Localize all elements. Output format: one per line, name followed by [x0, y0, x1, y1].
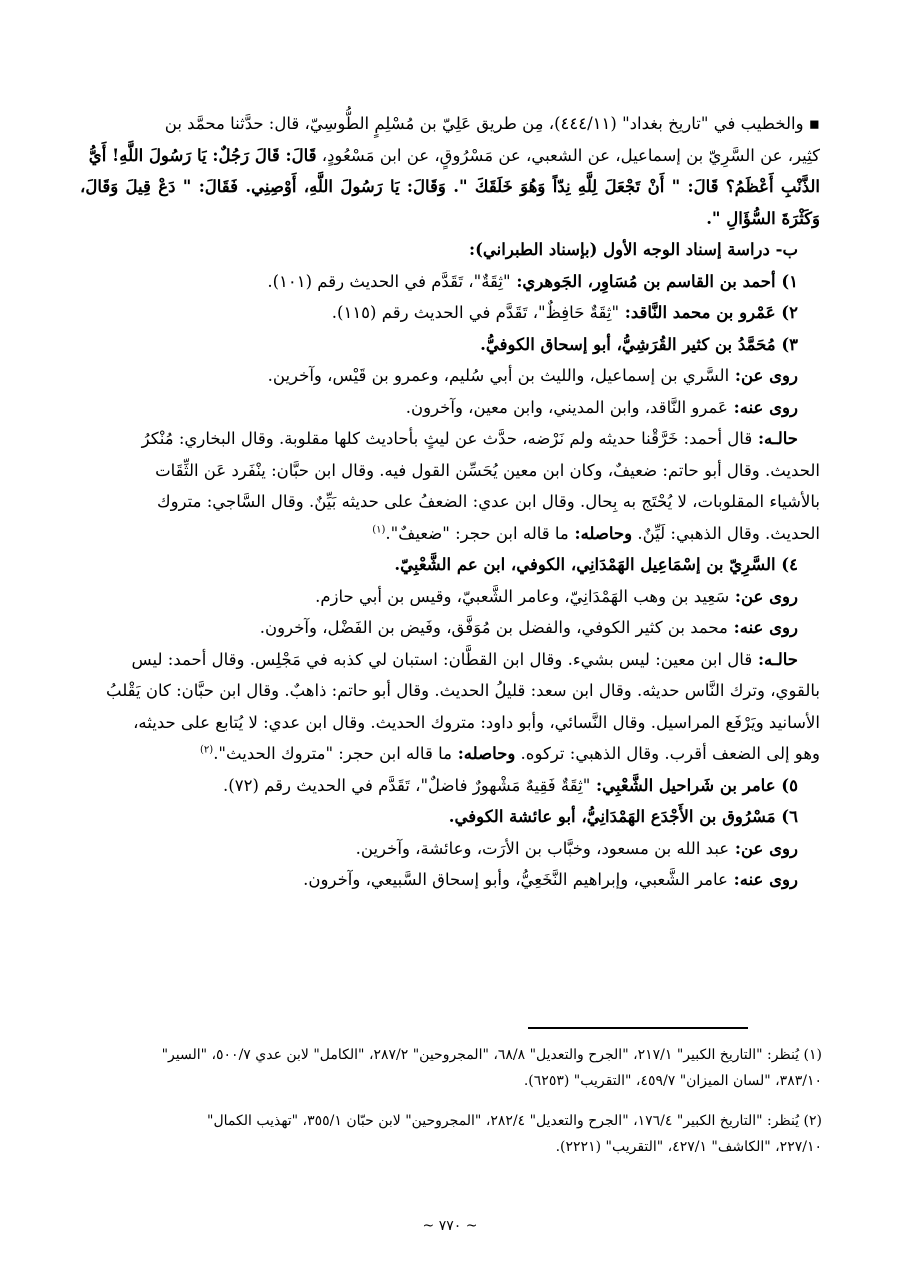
- narrator-6-narrated-by: روى عنه: عامر الشَّعبي، وإبراهيم النَّخَعِيُّ، وأبو إسحاق السَّبيعي، وآخرون.: [303, 870, 798, 889]
- narrator-4-status-3: الأسانيد ويَرْفَع المراسيل. وقال النَّسائي، وأبو داود: متروك الحديث. وقال ابن عدي: لا يُتابع على حديثه،: [133, 712, 820, 732]
- narrator-1: ١) أحمد بن القاسم بن مُسَاوِر، الجَوهري: "ثِقَةٌ"، تَقَدَّم في الحديث رقم (١٠١).: [267, 271, 798, 291]
- narrator-4-status-2: بالقوي، وترك النَّاس حديثه. وقال ابن سعد: قليلُ الحديث. وقال أبو حاتم: ذاهبٌ. وقال ابن حبَّان: كان يَقْلبُ: [106, 681, 820, 700]
- narrator-3-heading: ٣) مُحَمَّدُ بن كثير القُرَشِيُّ، أبو إسحاق الكوفيُّ.: [480, 334, 798, 354]
- narrator-2: ٢) عَمْرو بن محمد النَّاقد: "ثِقَةٌ حَافِظٌ"، تَقَدَّم في الحديث رقم (١١٥).: [331, 303, 798, 322]
- narrator-3-status-3: بالأشياء المقلوبات، لا يُحْتَج به بِحال. وقال ابن عدي: الضعفُ على حديثه بَيِّنٌ. وقال السَّاجي: متروك: [157, 492, 820, 511]
- intro-line-1: ▪ والخطيب في "تاريخ بغداد" (٤٤٤/١١)، مِن طريق عَلِيّ بن مُسْلِمٍ الطُّوسِيّ، قال: حدَّثنا محمَّد بن: [164, 114, 820, 133]
- narrator-4-status-4: وهو إلى الضعف أقرب. وقال الذهبي: تركوه. وحاصله: ما قاله ابن حجر: "متروك الحديث".$^{(٢)}$: [200, 744, 820, 763]
- footnote-1: (١) يُنظر: "التاريخ الكبير" ٢١٧/١، "الجرح والتعديل" ٦٨/٨، "المجروحين" ٢٨٧/٢، "الكامل" لابن عدي ٥٠٠/٧، "السير" ٣٨٣/١٠، "لسان الميزان" ٤٥٩/٧، "التقريب" (٦٢٥٣).: [161, 1047, 822, 1089]
- narrator-3-narrated-from: روى عن: السَّري بن إسماعيل، والليث بن أبي سُليم، وعمرو بن قَيْس، وآخرين.: [267, 366, 798, 385]
- footnote-ref-2[interactable]: (٢): [200, 744, 214, 756]
- intro-line-2: كثِير، عن السَّرِيّ بن إسماعيل، عن الشعبي، عن مَسْرُوقٍ، عن ابن مَسْعُودٍ، قَالَ: قَالَ رَجُلٌ: يَا رَسُولَ اللَّهِ! أَيُّ: [88, 145, 820, 165]
- narrator-3-status-2: الحديث. وقال أبو حاتم: ضعيفٌ، وكان ابن معين يُحَسِّن القول فيه. وقال ابن حبَّان: ينْفَرد عَن الثِّقَات: [155, 460, 820, 480]
- footnote-ref-1[interactable]: (١): [372, 524, 386, 535]
- narrator-4-heading: ٤) السَّرِيّ بن إسْمَاعِيل الهَمْدَانِي، الكوفي، ابن عم الشَّعْبِيّ.: [394, 555, 798, 574]
- narrator-4-narrated-by: روى عنه: محمد بن كثير الكوفي، والفضل بن مُوَفَّق، وفَيض بن الفَضْل، وآخرون.: [259, 618, 798, 637]
- narrator-4-status: حالـه: قال ابن معين: ليس بشيء. وقال ابن القطَّان: استبان لي كذبه في مَجْلِس. وقال أحمد: ليس: [131, 649, 798, 669]
- main-text: [80, 108, 820, 896]
- hadith-text-continued: الذَّنْبِ أَعْظَمُ؟ قَالَ: " أَنْ تَجْعَلَ لِلَّهِ نِدّاً وَهُوَ خَلَقَكَ ". وَقَالَ: يَا رَسُولَ اللَّهِ، أَوْصِنِي. فَقَالَ: " دَعْ قِيلَ وَقَالَ، وَكَثْرَةَ السُّؤَالِ ".: [80, 177, 820, 228]
- footnote-2: (٢) يُنظر: "التاريخ الكبير" ١٧٦/٤، "الجرح والتعديل" ٢٨٢/٤، "المجروحين" لابن حبّان ٣٥٥/١، "تهذيب الكمال" ٢٢٧/١٠، "الكاشف" ٤٢٧/١، "التقريب" (٢٢٢١).: [207, 1113, 822, 1155]
- narrator-4-narrated-from: روى عن: سَعِيد بن وهب الهَمْدَانِيّ، وعامر الشَّعبيّ، وقيس بن أبي حازم.: [315, 586, 798, 606]
- narrator-6-narrated-from: روى عن: عبد الله بن مسعود، وخبَّاب بن الأرَت، وعائشة، وآخرين.: [355, 838, 798, 858]
- narrator-5: ٥) عامر بن شَراحيل الشَّعْبِي: "ثِقَةٌ فَقِيهٌ مَشْهورٌ فاضلٌ"، تَقَدَّم في الحديث رقم (٧٢).: [223, 775, 798, 795]
- footnote-separator: [528, 1027, 748, 1029]
- section-heading: ب- دراسة إسناد الوجه الأول (بإسناد الطبراني):: [469, 240, 798, 259]
- hadith-text: قَالَ: قَالَ رَجُلٌ: يَا رَسُولَ اللَّهِ! أَيُّ: [88, 145, 317, 165]
- narrator-3-status-4: الحديث. وقال الذهبي: لَيِّنٌ. وحاصله: ما قاله ابن حجر: "ضعيفٌ".$^{(١)}$: [372, 523, 820, 543]
- narrator-3-status: حالـه: قال أحمد: خَرَّقْنا حديثه ولم نَرْضه، حدَّث عن ليثٍ بأحاديث كلها مقلوبة. وقال البخاري: مُنْكرُ: [141, 429, 798, 448]
- page-number: ~ ٧٧٠ ~: [422, 1218, 478, 1234]
- narrator-3-narrated-by: روى عنه: عَمرو النَّاقد، وابن المديني، وابن معين، وآخرون.: [405, 397, 798, 417]
- narrator-6-heading: ٦) مَسْرُوق بن الأَجْدَع الهَمْدَانِيُّ، أبو عائشة الكوفي.: [448, 807, 798, 826]
